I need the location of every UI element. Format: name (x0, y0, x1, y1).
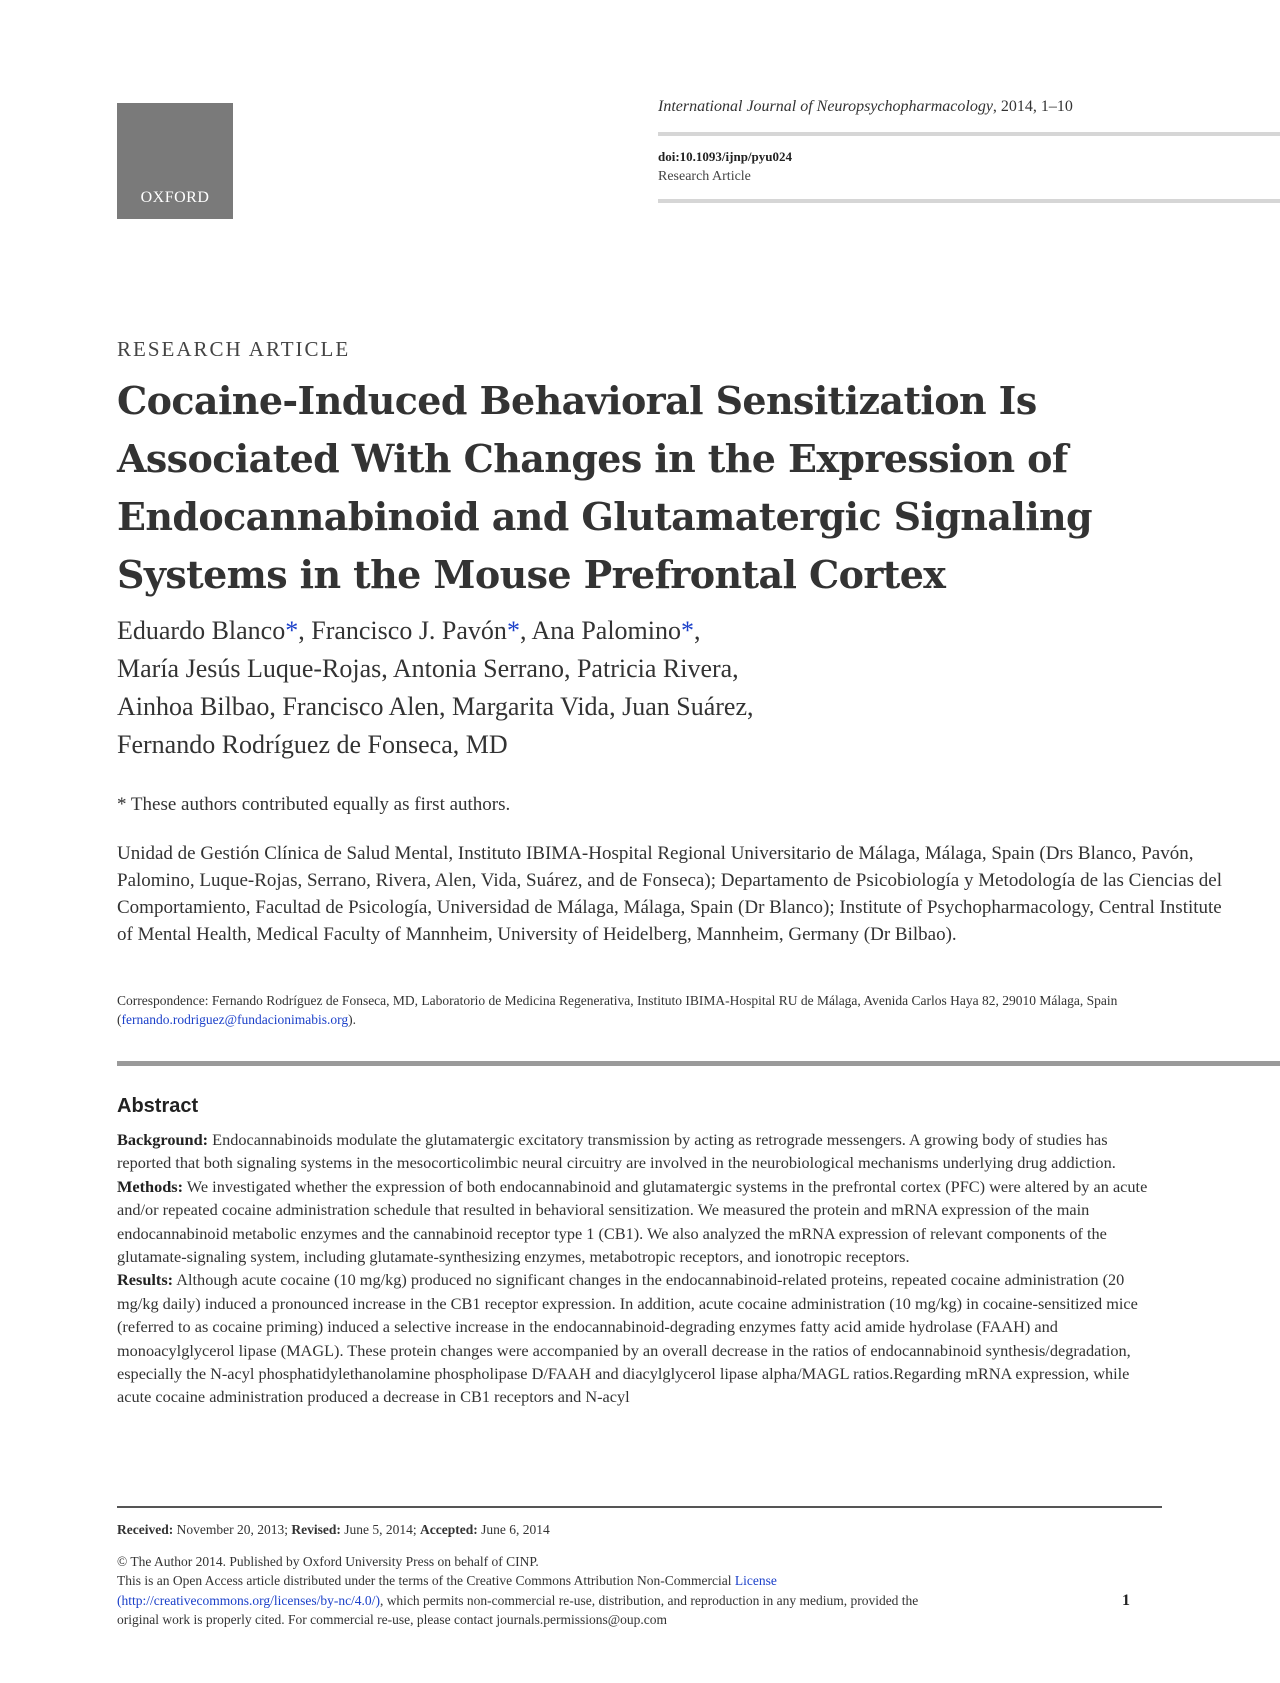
correspondence (117, 991, 1157, 1029)
correspondence-email-link[interactable]: fernando.rodriguez@fundacionimabis.org (121, 1012, 349, 1027)
copyright-line: © The Author 2014. Published by Oxford University Press on behalf of CINP. (117, 1554, 539, 1569)
footer-rule (117, 1506, 1162, 1508)
article-type: Research Article (658, 169, 751, 184)
results-text: Although acute cocaine (10 mg/kg) produced no significant changes in the endocannabinoid-related proteins, repeated cocaine administration (20 mg/kg daily) induced a pronounced increase in the CB1 receptor expression. In addition, acute cocaine administration (10 mg/kg) in cocaine-sensitized mice (referred to as cocaine priming) induced a selective increase in the endocannabinoid-degrading enzymes fatty acid amide hydrolase (FAAH) and monoacylglycerol lipase (MAGL). These protein changes were accompanied by an overall decrease in the ratios of endocannabinoid synthesis/degradation, especially the N-acyl phosphatidylethanolamine phospholipase D/FAAH and diacylglycerol lipase alpha/MAGL ratios.Regarding mRNA expression, while acute cocaine administration produced a decrease in CB1 receptors and N-acyl (117, 1270, 1138, 1407)
results-label: Results: (117, 1270, 174, 1290)
license-block (117, 1552, 937, 1629)
background-text: Endocannabinoids modulate the glutamatergic excitatory transmission by acting as retrograde messengers. A growing body of studies has reported that both signaling systems in the mesocorticolimbic neural circuitry are involved in the neurobiological mechanisms underlying drug addiction. (117, 1130, 1116, 1173)
doi[interactable]: doi:10.1093/ijnp/pyu024 (658, 149, 793, 164)
section-divider (117, 1061, 1280, 1066)
accepted-date: June 6, 2014 (477, 1522, 550, 1537)
author-line-2: María Jesús Luque-Rojas, Antonia Serrano, Patricia Rivera, (117, 654, 739, 683)
revised-label: Revised: (291, 1522, 341, 1537)
equal-contribution-mark[interactable]: * (285, 616, 299, 645)
abstract-heading: Abstract (117, 1095, 199, 1117)
received-label: Received: (117, 1522, 174, 1537)
journal-name: International Journal of Neuropsychopharmacology (658, 98, 993, 115)
article-title: Cocaine-Induced Behavioral Sensitization Is Associated With Changes in the Expression of Endocannabinoid and Glutamatergic Signaling Systems in the Mouse Prefrontal Cortex (117, 378, 1093, 597)
abstract-background (117, 1128, 1162, 1175)
methods-text: We investigated whether the expression of both endocannabinoid and glutamatergic systems in the prefrontal cortex (PFC) were altered by an acute and/or repeated cocaine administration schedule that resulted in behavioral sensitization. We measured the protein and mRNA expression of the main endocannabinoid metabolic enzymes and the cannabinoid receptor type 1 (CB1). We also analyzed the mRNA expression of relevant components of the glutamate-signaling system, including glutamate-synthesizing enzymes, metabotropic receptors, and ionotropic receptors. (117, 1176, 1148, 1267)
author-line-1 (117, 612, 1117, 650)
abstract-results (117, 1268, 1162, 1408)
equal-contribution-mark[interactable]: * (681, 616, 694, 645)
license-text-a: This is an Open Access article distributed under the terms of the Creative Commons Attribution Non-Commercial (117, 1573, 735, 1589)
received-date: November 20, 2013; (173, 1522, 292, 1537)
author-blanco: Eduardo Blanco (117, 616, 286, 645)
abstract-body (117, 1128, 1162, 1409)
equal-contribution-mark[interactable]: * (506, 616, 520, 645)
article-dates (117, 1522, 550, 1538)
methods-label: Methods: (117, 1176, 184, 1196)
correspondence-text: Correspondence: Fernando Rodríguez de Fonseca, MD, Laboratorio de Medicina Regenerativa, Instituto IBIMA-Hospital RU de Málaga, Avenida Carlos Haya 82, 29010 Málaga, Spain ( (117, 993, 1118, 1027)
affiliations: Unidad de Gestión Clínica de Salud Mental, Instituto IBIMA-Hospital Regional Universitario de Málaga, Málaga, Spain (Drs Blanco, Pavón, Palomino, Luque-Rojas, Serrano, Rivera, Alen, Vida, Suárez, and de Fonseca); Departamento de Psicobiología y Metodología de las Ciencias del Comportamiento, Facultad de Psicología, Universidad de Málaga, Málaga, Spain (Dr Blanco); Institute of Psychopharmacology, Central Institute of Mental Health, Medical Faculty of Mannheim, University of Heidelberg, Mannheim, Germany (Dr Bilbao). (117, 843, 1222, 945)
revised-date: June 5, 2014; (340, 1522, 420, 1537)
author-line-1-comma: , (694, 616, 701, 645)
author-list (117, 612, 1117, 764)
accepted-label: Accepted: (419, 1522, 478, 1537)
oxford-logo (117, 103, 233, 219)
license-text (117, 1571, 937, 1629)
article-label: RESEARCH ARTICLE (117, 337, 351, 361)
license-link[interactable]: License (http://creativecommons.org/licenses/by-nc/4.0/) (117, 1573, 777, 1608)
background-label: Background: (117, 1130, 209, 1149)
license-text-b: , which permits non-commercial re-use, distribution, and reproduction in any medium, provided the original work is properly cited. For commercial re-use, please contact journals.permissions@oup.com (117, 1592, 919, 1627)
author-pavon: , Francisco J. Pavón (298, 616, 507, 645)
author-line-4: Fernando Rodríguez de Fonseca, MD (117, 730, 508, 759)
author-palomino: , Ana Palomino (519, 616, 681, 645)
logo-text: OXFORD (140, 189, 210, 206)
header-rule-bottom (658, 199, 1280, 203)
author-line-3: Ainhoa Bilbao, Francisco Alen, Margarita Vida, Juan Suárez, (117, 692, 754, 721)
correspondence-end: ). (348, 1012, 356, 1027)
journal-citation (658, 98, 1073, 116)
equal-contribution-note: * These authors contributed equally as first authors. (117, 794, 511, 815)
page-number: 1 (1122, 1592, 1130, 1609)
abstract-methods (117, 1175, 1162, 1269)
header-rule-top (658, 132, 1280, 136)
journal-year-pages: , 2014, 1–10 (992, 98, 1073, 115)
